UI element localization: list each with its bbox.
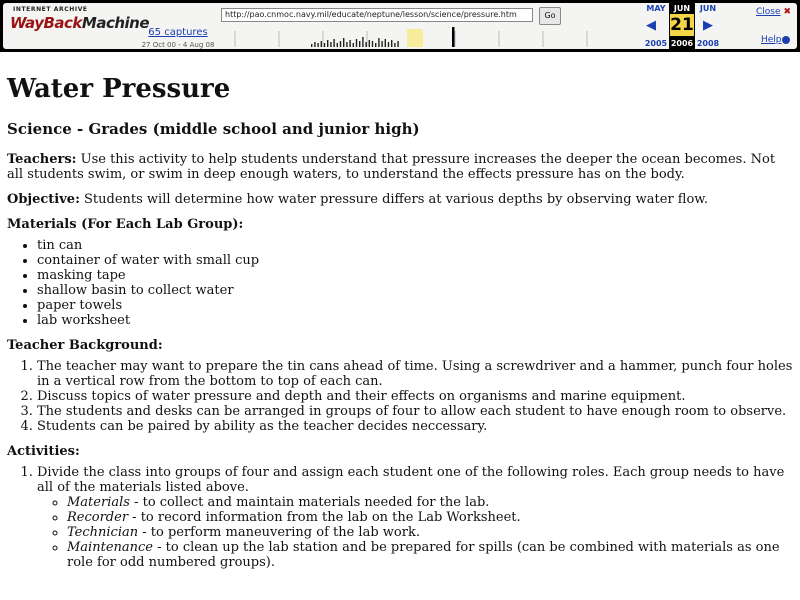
wayback-captures: [133, 27, 223, 49]
sparkline-tick: [388, 42, 389, 47]
materials-heading: Materials (For Each Lab Group):: [7, 217, 244, 232]
arrow-right-icon[interactable]: ▶: [703, 18, 713, 33]
activities-list: [7, 465, 793, 570]
sparkline-tick: [353, 43, 354, 47]
captures-sparkline[interactable]: [231, 27, 631, 47]
teachers-label: Teachers:: [7, 152, 77, 167]
captures-link[interactable]: 65 captures: [148, 27, 208, 38]
list-item: • paper towels: [37, 298, 793, 313]
list-item: 1. The teacher may want to prepare the tin cans ahead of time. Using a screwdriver and a hammer, punch four holes in a vertical row from the bottom to top of each can.: [37, 359, 793, 389]
teachers-text: Use this activity to help students understand that pressure increases the deeper the ocean becomes. Not all students swim, or swim in deep enough waters, to understand the effects pressure has on the body.: [7, 152, 776, 182]
list-item: • tin can: [37, 238, 793, 253]
sparkline-current-capture: [452, 27, 455, 47]
list-item: • container of water with small cup: [37, 253, 793, 268]
activity-text: Divide the class into groups of four and assign each student one of the following roles. Each group needs to have all of the materials listed above.: [37, 465, 785, 495]
role-desc: - to record information from the lab on the Lab Worksheet.: [128, 510, 521, 525]
wayback-calendar: [639, 3, 725, 49]
sparkline-tick: [346, 42, 347, 47]
sparkline-tick: [311, 44, 312, 47]
sparkline-tick: [391, 40, 392, 47]
sparkline-tick: [343, 38, 344, 47]
materials-list: [7, 238, 793, 328]
background-list: [7, 359, 793, 434]
role-desc: - to collect and maintain materials needed for the lab.: [129, 495, 490, 510]
wayback-toolbar-panel: [3, 3, 797, 49]
objective-paragraph: [7, 192, 793, 207]
role-name: Technician: [67, 525, 139, 540]
background-heading: Teacher Background:: [7, 338, 163, 353]
page-content: [7, 72, 793, 580]
page-title: Water Pressure: [7, 74, 231, 104]
calendar-current-year: 2006: [670, 39, 694, 48]
sparkline-tick: [362, 37, 363, 47]
page-subtitle: Science - Grades (middle school and junior high): [7, 120, 420, 138]
wayback-logo-top: INTERNET ARCHIVE: [13, 6, 88, 13]
role-item: [67, 525, 793, 540]
objective-label: Objective:: [7, 192, 80, 207]
sparkline-tick: [381, 41, 382, 47]
role-desc: - to clean up the lab station and be prepared for spills (can be combined with materials as one role for odd numbered groups).: [67, 540, 780, 570]
role-name: Maintenance: [67, 540, 153, 555]
sparkline-tick: [394, 43, 395, 47]
sparkline-tick: [397, 41, 398, 47]
list-item: [37, 465, 793, 570]
role-item: [67, 495, 793, 510]
wayback-logo[interactable]: [10, 6, 150, 44]
role-item: [67, 510, 793, 525]
sparkline-tick: [349, 40, 350, 47]
sparkline-tick: [317, 43, 318, 47]
sparkline-tick: [333, 39, 334, 47]
calendar-next-month: JUN: [699, 4, 717, 13]
help-icon[interactable]: [782, 36, 790, 44]
close-icon[interactable]: ✖: [783, 7, 792, 17]
sparkline-tick: [378, 38, 379, 47]
calendar-prev[interactable]: [643, 3, 669, 49]
sparkline-current-year: [407, 29, 423, 47]
sparkline-tick: [330, 42, 331, 47]
wayback-help-link[interactable]: Help: [761, 35, 782, 45]
sparkline-tick: [337, 43, 338, 47]
wayback-close-button[interactable]: [756, 7, 791, 17]
sparkline-tick: [321, 41, 322, 47]
list-item: • lab worksheet: [37, 313, 793, 328]
sparkline-tick: [340, 41, 341, 47]
calendar-current-day: 21: [670, 15, 694, 35]
teachers-paragraph: [7, 152, 793, 182]
sparkline-tick: [327, 40, 328, 47]
calendar-current: [669, 3, 695, 49]
role-name: Materials: [67, 495, 130, 510]
sparkline-tick: [324, 43, 325, 47]
wayback-toolbar: [0, 0, 800, 52]
list-item: 2. Discuss topics of water pressure and depth and their effects on organisms and marine equipment.: [37, 389, 793, 404]
sparkline-tick: [372, 41, 373, 47]
sparkline-tick: [365, 42, 366, 47]
list-item: 4. Students can be paired by ability as the teacher decides neccessary.: [37, 419, 793, 434]
calendar-prev-month: MAY: [646, 4, 666, 13]
role-name: Recorder: [67, 510, 129, 525]
captures-date-range: 27 Oct 00 - 4 Aug 08: [141, 41, 215, 49]
sparkline-tick: [375, 43, 376, 47]
wayback-url-input[interactable]: http://pao.cnmoc.navy.mil/educate/neptune/lesson/science/pressure.htm: [221, 8, 533, 22]
sparkline-tick: [359, 41, 360, 47]
sparkline-tick: [369, 40, 370, 47]
objective-text: Students will determine how water pressure differs at various depths by observing water flow.: [79, 192, 709, 207]
roles-list: [37, 495, 793, 570]
wayback-logo-wordmark: [10, 14, 149, 32]
list-item: 3. The students and desks can be arranged in groups of four to allow each student to have enough room to observe.: [37, 404, 793, 419]
sparkline-tick: [385, 39, 386, 47]
calendar-next-year: 2008: [696, 39, 720, 48]
list-item: • shallow basin to collect water: [37, 283, 793, 298]
wayback-logo-way: WayBack: [10, 14, 82, 32]
sparkline-tick: [314, 42, 315, 47]
activities-heading: Activities:: [7, 444, 80, 459]
close-label[interactable]: Close: [756, 7, 781, 17]
arrow-left-icon[interactable]: ◀: [646, 18, 656, 33]
role-desc: - to perform maneuvering of the lab work.: [138, 525, 420, 540]
list-item: • masking tape: [37, 268, 793, 283]
calendar-current-month: JUN: [673, 4, 691, 13]
wayback-go-button[interactable]: Go: [539, 7, 561, 25]
calendar-next[interactable]: [695, 3, 721, 49]
sparkline-tick: [356, 39, 357, 47]
calendar-prev-year: 2005: [644, 39, 668, 48]
role-item: [67, 540, 793, 570]
wayback-logo-machine: Machine: [81, 14, 150, 32]
